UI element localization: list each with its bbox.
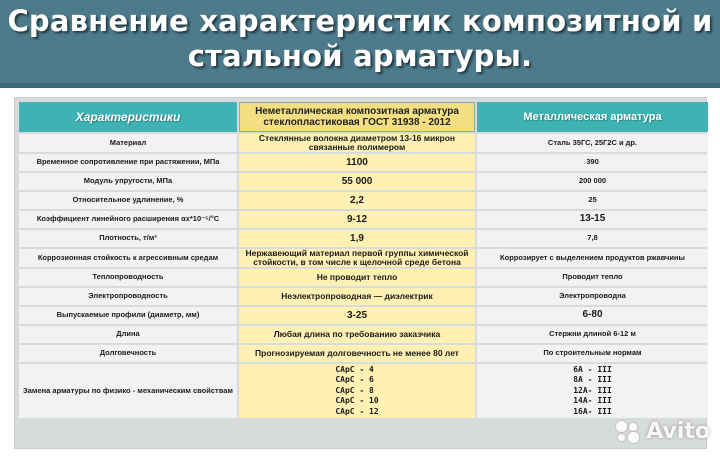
table-body — [19, 134, 708, 418]
composite-grade: САрС - 6 — [335, 375, 374, 385]
cell-metal: 6-80 — [477, 307, 708, 324]
comparison-table-container — [14, 97, 707, 449]
cell-characteristic: Выпускаемые профили (диаметр, мм) — [19, 307, 237, 324]
cell-composite: 1100 — [239, 154, 475, 171]
cell-composite-grades — [239, 364, 475, 418]
metal-grade: 14А- III — [573, 396, 612, 406]
composite-grade: САрС - 10 — [335, 396, 379, 406]
table-row — [19, 269, 708, 286]
table-row — [19, 230, 708, 247]
table-row — [19, 192, 708, 209]
avito-logo-icon — [616, 421, 642, 443]
cell-metal: 25 — [477, 192, 708, 209]
page-title: Сравнение характеристик композитной и стальной арматуры. — [7, 4, 713, 73]
composite-grade: САрС - 4 — [335, 364, 374, 374]
table-row — [19, 345, 708, 362]
metal-grade: 6А - III — [573, 364, 612, 374]
cell-composite: 55 000 — [239, 173, 475, 190]
cell-metal: 7,8 — [477, 230, 708, 247]
table-header-row — [19, 102, 708, 132]
metal-grade: 8А - III — [573, 375, 612, 385]
cell-composite: 9-12 — [239, 211, 475, 228]
table-row — [19, 211, 708, 228]
cell-characteristic: Длина — [19, 326, 237, 343]
cell-metal: 390 — [477, 154, 708, 171]
cell-metal: 13-15 — [477, 211, 708, 228]
composite-grade: САрС - 12 — [335, 406, 379, 416]
avito-watermark — [616, 419, 710, 444]
cell-characteristic: Долговечность — [19, 345, 237, 362]
cell-composite: Стеклянные волокна диаметром 13-16 микрон связанные полимером — [239, 134, 475, 152]
cell-characteristic: Плотность, т/м³ — [19, 230, 237, 247]
metal-grade: 12А- III — [573, 385, 612, 395]
header-characteristics: Характеристики — [19, 102, 237, 132]
cell-metal: 200 000 — [477, 173, 708, 190]
cell-metal: По строительным нормам — [477, 345, 708, 362]
metal-grade: 16А- III — [573, 406, 612, 416]
watermark-text: Avito — [646, 419, 710, 444]
header-metal: Металлическая арматура — [477, 102, 708, 132]
cell-metal: Электропроводна — [477, 288, 708, 305]
metal-grade-list — [573, 365, 612, 418]
cell-composite: Неэлектропроводная — диэлектрик — [239, 288, 475, 305]
cell-composite: Любая длина по требованию заказчика — [239, 326, 475, 343]
table-row — [19, 288, 708, 305]
cell-composite: 1,9 — [239, 230, 475, 247]
table-row — [19, 134, 708, 152]
title-banner — [0, 0, 720, 88]
cell-characteristic: Электропроводность — [19, 288, 237, 305]
table-row — [19, 307, 708, 324]
cell-composite: Нержавеющий материал первой группы химической стойкости, в том числе к щелочной среде бетона — [239, 249, 475, 267]
cell-composite: Прогнозируемая долговечность не менее 80 лет — [239, 345, 475, 362]
table-row — [19, 249, 708, 267]
table-row — [19, 326, 708, 343]
cell-metal: Коррозирует с выделением продуктов ржавчины — [477, 249, 708, 267]
table-row — [19, 173, 708, 190]
cell-metal: Стержни длиной 6-12 м — [477, 326, 708, 343]
cell-metal: Сталь 35ГС, 25Г2С и др. — [477, 134, 708, 152]
cell-composite: 3-25 — [239, 307, 475, 324]
cell-composite: 2,2 — [239, 192, 475, 209]
cell-characteristic: Материал — [19, 134, 237, 152]
composite-grade-list — [335, 365, 378, 418]
cell-metal-grades — [477, 364, 708, 418]
table-row — [19, 154, 708, 171]
cell-metal: Проводит тепло — [477, 269, 708, 286]
comparison-table — [17, 100, 710, 420]
cell-characteristic: Замена арматуры по физико - механическим свойствам — [19, 364, 237, 418]
cell-characteristic: Теплопроводность — [19, 269, 237, 286]
cell-characteristic: Модуль упругости, МПа — [19, 173, 237, 190]
cell-characteristic: Относительное удлинение, % — [19, 192, 237, 209]
table-row-replacement — [19, 364, 708, 418]
cell-characteristic: Коэффициент линейного расширения αх*10⁻⁵/°С — [19, 211, 237, 228]
cell-composite: Не проводит тепло — [239, 269, 475, 286]
composite-grade: САрС - 8 — [335, 385, 374, 395]
cell-characteristic: Временное сопротивление при растяжении, МПа — [19, 154, 237, 171]
header-composite: Неметаллическая композитная арматура стеклопластиковая ГОСТ 31938 - 2012 — [239, 102, 475, 132]
cell-characteristic: Коррозионная стойкость к агрессивным средам — [19, 249, 237, 267]
